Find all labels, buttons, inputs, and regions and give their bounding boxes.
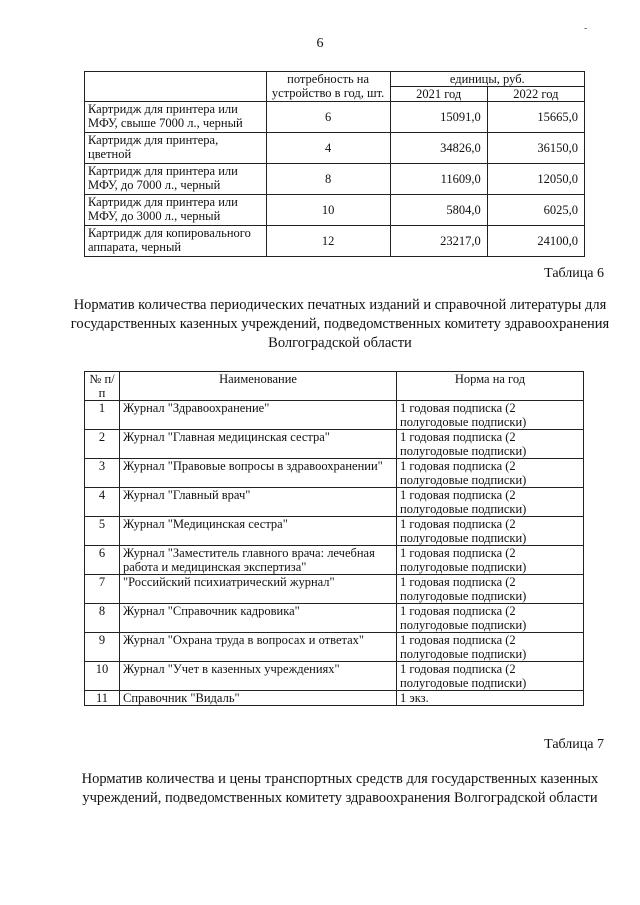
header-norm: Норма на год xyxy=(397,372,584,401)
table-6-title: Норматив количества периодических печатных изданий и справочной литературы для государственных казенных учреждений, подведомственных комитету здравоохранения Волгоградской области xyxy=(70,297,610,351)
row-number: 1 xyxy=(85,401,120,430)
row-number: 10 xyxy=(85,662,120,691)
table-row xyxy=(85,133,585,164)
publication-name: Журнал "Заместитель главного врача: лечебная работа и медицинская экспертиза" xyxy=(120,546,397,575)
table-row xyxy=(85,633,584,662)
table-row xyxy=(85,102,585,133)
header-unit-price: единицы, руб. xyxy=(390,72,584,87)
price-2021: 34826,0 xyxy=(390,133,487,164)
table-row xyxy=(85,604,584,633)
header-year-2022: 2022 год xyxy=(487,87,584,102)
row-number: 7 xyxy=(85,575,120,604)
table-row xyxy=(85,517,584,546)
annual-norm: 1 годовая подписка (2 полугодовые подписки) xyxy=(397,488,584,517)
row-number: 2 xyxy=(85,430,120,459)
price-2022: 24100,0 xyxy=(487,226,584,257)
price-2021: 11609,0 xyxy=(390,164,487,195)
table-row xyxy=(85,401,584,430)
cartridge-qty: 8 xyxy=(266,164,390,195)
publication-name: "Российский психиатрический журнал" xyxy=(120,575,397,604)
row-number: 5 xyxy=(85,517,120,546)
annual-norm: 1 экз. xyxy=(397,691,584,706)
table-header-row xyxy=(85,372,584,401)
header-name: Наименование xyxy=(120,372,397,401)
table-row xyxy=(85,691,584,706)
header-year-2021: 2021 год xyxy=(390,87,487,102)
table-row xyxy=(85,459,584,488)
publication-name: Журнал "Справочник кадровика" xyxy=(120,604,397,633)
annual-norm: 1 годовая подписка (2 полугодовые подписки) xyxy=(397,401,584,430)
table-7-title: Норматив количества и цены транспортных средств для государственных казенных учреждений, подведомственных комитету здравоохранения Волгоградской области xyxy=(81,771,599,806)
price-2022: 12050,0 xyxy=(487,164,584,195)
table-header-row xyxy=(85,72,585,87)
cartridge-table xyxy=(84,71,585,257)
table-row xyxy=(85,195,585,226)
price-2021: 23217,0 xyxy=(390,226,487,257)
publication-name: Журнал "Охрана труда в вопросах и ответах" xyxy=(120,633,397,662)
table-row xyxy=(85,430,584,459)
table-row xyxy=(85,226,585,257)
cartridge-qty: 6 xyxy=(266,102,390,133)
table-row xyxy=(85,575,584,604)
row-number: 6 xyxy=(85,546,120,575)
price-2022: 36150,0 xyxy=(487,133,584,164)
publication-name: Журнал "Главный врач" xyxy=(120,488,397,517)
publication-name: Журнал "Учет в казенных учреждениях" xyxy=(120,662,397,691)
header-qty: потребность на устройство в год, шт. xyxy=(266,72,390,102)
cartridge-name: Картридж для принтера, цветной xyxy=(85,133,267,164)
annual-norm: 1 годовая подписка (2 полугодовые подписки) xyxy=(397,633,584,662)
cartridge-qty: 12 xyxy=(266,226,390,257)
annual-norm: 1 годовая подписка (2 полугодовые подписки) xyxy=(397,459,584,488)
periodicals-table xyxy=(84,371,584,706)
cartridge-qty: 10 xyxy=(266,195,390,226)
page-number: 6 xyxy=(316,36,324,51)
corner-mark: - xyxy=(584,23,588,34)
table-row xyxy=(85,546,584,575)
table-row xyxy=(85,164,585,195)
header-empty-cell xyxy=(85,72,267,102)
price-2021: 15091,0 xyxy=(390,102,487,133)
price-2022: 15665,0 xyxy=(487,102,584,133)
table-6-label: Таблица 6 xyxy=(544,266,604,281)
publication-name: Журнал "Здравоохранение" xyxy=(120,401,397,430)
cartridge-name: Картридж для копировального аппарата, черный xyxy=(85,226,267,257)
price-2022: 6025,0 xyxy=(487,195,584,226)
annual-norm: 1 годовая подписка (2 полугодовые подписки) xyxy=(397,575,584,604)
row-number: 4 xyxy=(85,488,120,517)
cartridge-name: Картридж для принтера или МФУ, свыше 7000 л., черный xyxy=(85,102,267,133)
table-7-label: Таблица 7 xyxy=(544,737,604,752)
annual-norm: 1 годовая подписка (2 полугодовые подписки) xyxy=(397,430,584,459)
annual-norm: 1 годовая подписка (2 полугодовые подписки) xyxy=(397,604,584,633)
cartridge-qty: 4 xyxy=(266,133,390,164)
row-number: 11 xyxy=(85,691,120,706)
table-row xyxy=(85,488,584,517)
row-number: 9 xyxy=(85,633,120,662)
row-number: 8 xyxy=(85,604,120,633)
publication-name: Справочник "Видаль" xyxy=(120,691,397,706)
price-2021: 5804,0 xyxy=(390,195,487,226)
publication-name: Журнал "Правовые вопросы в здравоохранении" xyxy=(120,459,397,488)
publication-name: Журнал "Медицинская сестра" xyxy=(120,517,397,546)
annual-norm: 1 годовая подписка (2 полугодовые подписки) xyxy=(397,662,584,691)
cartridge-name: Картридж для принтера или МФУ, до 3000 л., черный xyxy=(85,195,267,226)
row-number: 3 xyxy=(85,459,120,488)
header-number: № п/п xyxy=(85,372,120,401)
annual-norm: 1 годовая подписка (2 полугодовые подписки) xyxy=(397,546,584,575)
cartridge-name: Картридж для принтера или МФУ, до 7000 л., черный xyxy=(85,164,267,195)
annual-norm: 1 годовая подписка (2 полугодовые подписки) xyxy=(397,517,584,546)
publication-name: Журнал "Главная медицинская сестра" xyxy=(120,430,397,459)
table-row xyxy=(85,662,584,691)
